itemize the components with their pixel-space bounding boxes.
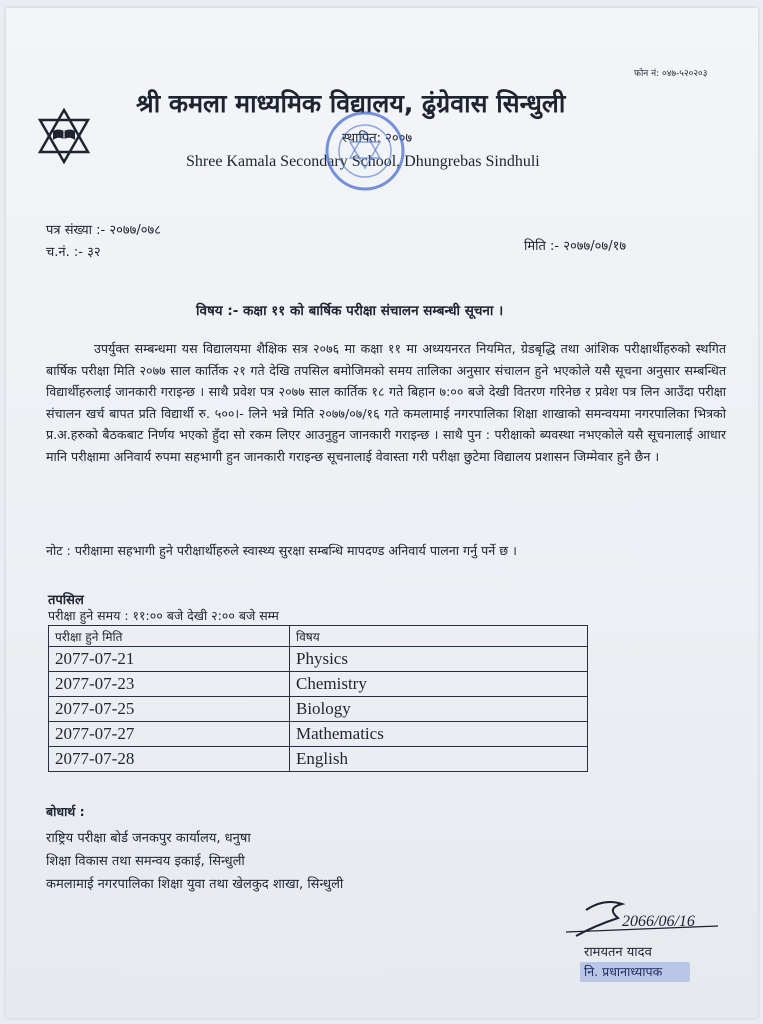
- table-row: [49, 647, 588, 672]
- phone-number: फोन नं: ०४७-५२०२०३: [634, 69, 708, 79]
- established-year: स्थापित: २००७: [342, 131, 413, 146]
- exam-date-cell: 2077-07-21: [49, 647, 290, 672]
- table-header-row: [49, 626, 588, 647]
- table-row: [49, 747, 588, 772]
- handwritten-signature: [546, 896, 726, 944]
- exam-time: परीक्षा हुने समय : ११:०० बजे देखी २:०० बजे सम्म: [48, 608, 279, 623]
- exam-date-cell: 2077-07-28: [49, 747, 290, 772]
- exam-subject-cell: Mathematics: [290, 722, 588, 747]
- notice-letter: [6, 8, 758, 1018]
- dispatch-number: च.नं. :- ३२: [46, 245, 101, 260]
- reference-number: पत्र संख्या :- २०७७/०७८: [46, 223, 162, 238]
- schedule-heading: तपसिल: [48, 593, 84, 608]
- letter-date: मिति :- २०७७/०७/१७: [524, 239, 627, 254]
- school-name-nepali: श्री कमला माध्यमिक विद्यालय, ढुंग्रेवास सिन्धुली: [136, 89, 566, 118]
- signer-designation: नि. प्रधानाध्यापक: [584, 964, 663, 979]
- exam-subject-cell: Chemistry: [290, 672, 588, 697]
- school-name-english: Shree Kamala Secondary School, Dhungrebas Sindhuli: [186, 153, 540, 170]
- signer-name: रामयतन यादव: [584, 945, 652, 960]
- school-seal-stamp: [324, 110, 406, 192]
- exam-subject-cell: Biology: [290, 697, 588, 722]
- cc-heading: बोधार्थ :: [46, 804, 85, 819]
- table-row: [49, 697, 588, 722]
- exam-date-cell: 2077-07-23: [49, 672, 290, 697]
- exam-date-cell: 2077-07-27: [49, 722, 290, 747]
- cc-item: राष्ट्रिय परीक्षा बोर्ड जनकपुर कार्यालय, धनुषा: [46, 831, 251, 846]
- column-header-date: परीक्षा हुने मिति: [49, 626, 290, 647]
- exam-subject-cell: Physics: [290, 647, 588, 672]
- book-star-logo-icon: [36, 108, 92, 164]
- column-header-subject: विषय: [290, 626, 588, 647]
- cc-item: कमलामाई नगरपालिका शिक्षा युवा तथा खेलकुद शाखा, सिन्धुली: [46, 877, 344, 892]
- table-row: [49, 722, 588, 747]
- table-row: [49, 672, 588, 697]
- health-note: नोट : परीक्षामा सहभागी हुने परीक्षार्थीहरुले स्वास्थ्य सुरक्षा सम्बन्धि मापदण्ड अनिवार्य पालना गर्नु पर्ने छ ।: [46, 543, 517, 558]
- exam-schedule-table: [48, 625, 588, 772]
- notice-subject: विषय :- कक्षा ११ को बार्षिक परीक्षा संचालन सम्बन्धी सूचना ।: [196, 303, 504, 319]
- exam-date-cell: 2077-07-25: [49, 697, 290, 722]
- cc-item: शिक्षा विकास तथा समन्वय इकाई, सिन्धुली: [46, 854, 245, 869]
- notice-body: उपर्युक्त सम्बन्धमा यस विद्यालयमा शैक्षिक सत्र २०७६ मा कक्षा ११ मा अध्ययनरत नियमित, ग्रेडबृद्धि तथा आंशिक परीक्षार्थीहरुको स्थगित बार्षिक परीक्षा मिति २०७७ साल कार्तिक २१ गते देखि तपसिल बमोजिमको समय तालिका अनुसार संचालन हुने भएकोले यसै सूचना अनुसार सम्बन्धित विद्यार्थीहरुलाई जानकारी गराइन्छ । साथै प्रवेश पत्र २०७७ साल कार्तिक १८ गते बिहान ७:०० बजे देखी वितरण गरिनेछ र प्रवेश पत्र लिन आउँदा परीक्षा संचालन खर्च बापत प्रति विद्यार्थी रु. ५००।- लिने भन्ने मिति २०७७/०७/१६ गते कमलामाई नगरपालिका शिक्षा शाखाको समन्वयमा नगरपालिका भित्रको प्र.अ.हरुको बैठकबाट निर्णय भएको हुँदा सो रकम लिएर आउनुहुन जानकारी गराइन्छ । साथै पुन : परीक्षाको ब्यवस्था नभएकोले यसै सूचनालाई आधार मानि परीक्षामा अनिवार्य रुपमा सहभागी हुन जानकारी गराइन्छ सूचनालाई वेवास्ता गरी परीक्षा छुटेमा विद्यालय प्रशासन जिम्मेवार हुने छैन ।: [46, 341, 726, 464]
- exam-subject-cell: English: [290, 747, 588, 772]
- signature-date: 2066/06/16: [622, 913, 695, 930]
